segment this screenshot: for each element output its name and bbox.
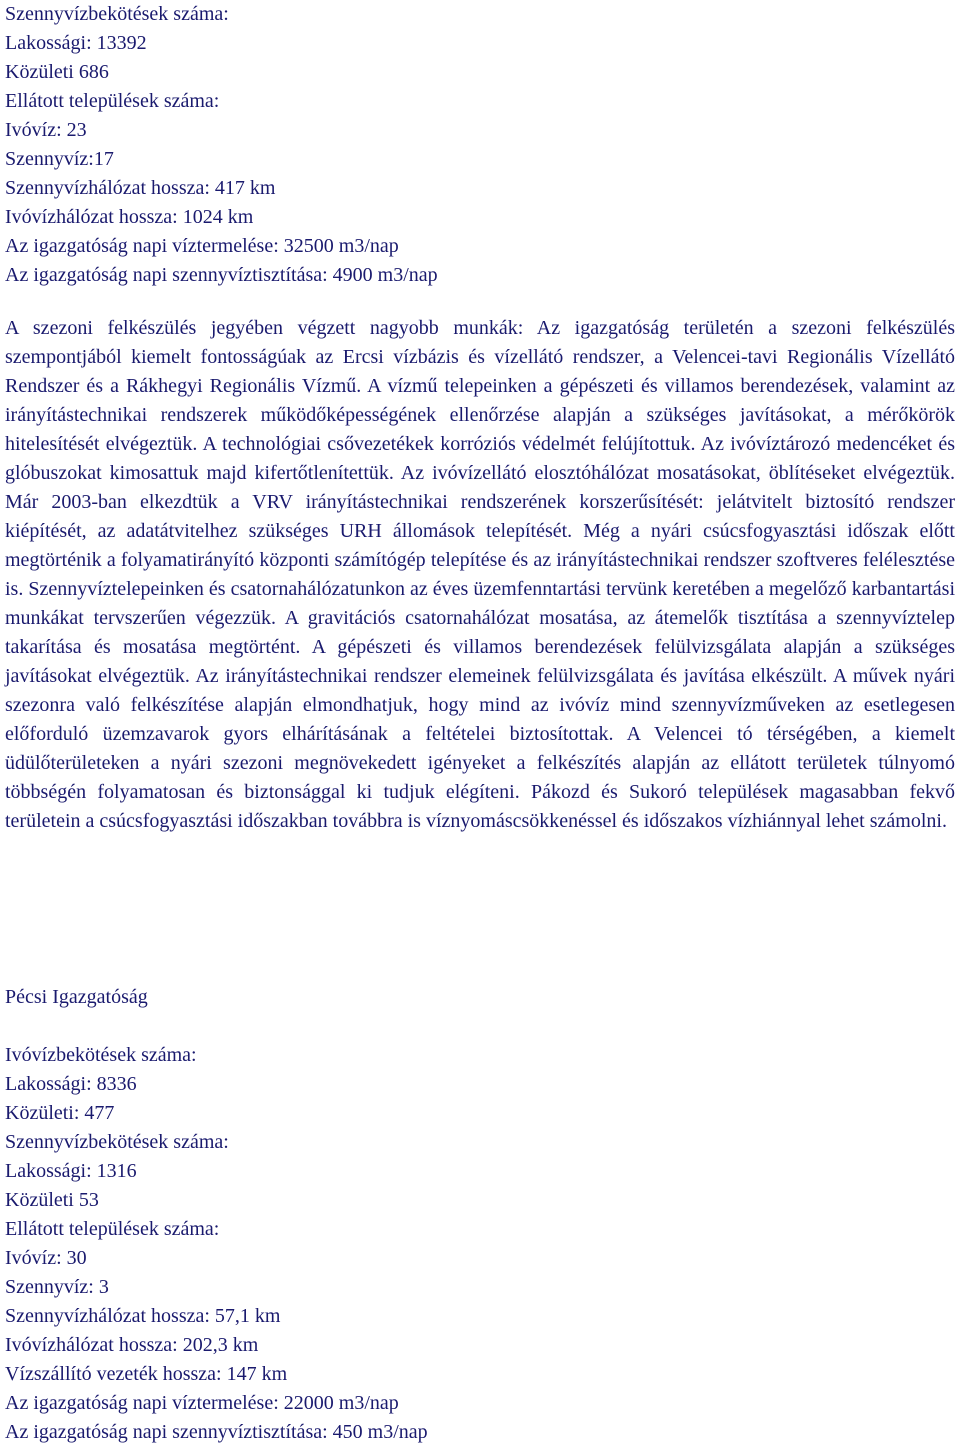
- stat-line: Az igazgatóság napi víztermelése: 22000 m3/nap: [5, 1392, 399, 1414]
- stat-line: Közületi 686: [5, 61, 109, 83]
- stat-line: Az igazgatóság napi szennyvíztisztítása: 4900 m3/nap: [5, 264, 438, 286]
- stat-line: Az igazgatóság napi szennyvíztisztítása: 450 m3/nap: [5, 1421, 428, 1443]
- stat-line: Szennyvízhálózat hossza: 417 km: [5, 177, 276, 199]
- stat-line: Szennyvíz: 3: [5, 1276, 109, 1298]
- stat-line: Szennyvízbekötések száma:: [5, 3, 229, 25]
- stat-line: Szennyvízbekötések száma:: [5, 1131, 229, 1153]
- stat-line: Szennyvíz:17: [5, 148, 114, 170]
- stat-line: Közületi 53: [5, 1189, 99, 1211]
- stat-line: Ellátott települések száma:: [5, 1218, 220, 1240]
- stat-line: Ellátott települések száma:: [5, 90, 220, 112]
- top-stats-list: [5, 0, 438, 290]
- stat-line: Lakossági: 8336: [5, 1073, 137, 1095]
- body-paragraph: A szezoni felkészülés jegyében végzett nagyobb munkák: Az igazgatóság területén a szezoni felkészülés szempontjából kiemelt fontosságúak az Ercsi vízbázis és vízellátó rendszer, a Velencei-tavi Regionális Vízellátó Rendszer és a Rákhegyi Regionális Vízmű. A vízmű telepeinken a gépészeti és villamos berendezések, valamint az irányítástechnikai rendszerek működőképességének ellenőrzése alapján a szükséges javításokat, a mérőkörök hitelesítését elvégeztük. A technológiai csővezetékek korróziós védelmét felújítottuk. Az ivóvíztározó medencéket és glóbuszokat kimosattuk majd kifertőtlenítettük. Az ivóvízellátó elosztóhálózat mosatásokat, öblítéseket elvégeztük. Már 2003-ban elkezdtük a VRV irányítástechnikai rendszerének korszerűsítését: jelátvitelt biztosító rendszer kiépítését, az adatátvitelhez szükséges URH állomások telepítését. Még a nyári csúcsfogyasztási időszak előtt megtörténik a folyamatirányító központi számítógép telepítése és az irányítástechnikai rendszer szoftveres felélesztése is. Szennyvíztelepeinken és csatornahálózatunkon az éves üzemfenntartási tervünk keretében a megelőző karbantartási munkákat tervszerűen végezzük. A gravitációs csatornahálózat mosatása, az átemelők tisztítása a szennyvíztelep takarítása és mosatása megtörtént. A gépészeti és villamos berendezések felülvizsgálata alapján a szükséges javításokat elvégeztük. Az irányítástechnikai rendszer elemeinek felülvizsgálata és javítása elkészült. A művek nyári szezonra való felkészítése alapján elmondhatjuk, hogy mind az ivóvíz mind szennyvízműveken az esetlegesen előforduló üzemzavarok gyors elhárításának a feltételei biztosítottak. A Velencei tó térségében, a kiemelt üdülőterületeken a nyári szezoni megnövekedett igényeket a felkészítés alapján az ellátott területek túlnyomó többségén folyamatosan és biztonsággal ki tudjuk elégíteni. Pákozd és Sukoró települések magasabban fekvő területein a csúcsfogyasztási időszakban továbbra is víznyomáscsökkenéssel és időszakos vízhiánnyal lehet számolni.: [5, 317, 955, 832]
- stat-line: Ivóvízbekötések száma:: [5, 1044, 197, 1066]
- stat-line: Lakossági: 13392: [5, 32, 147, 54]
- stat-line: Közületi: 477: [5, 1102, 115, 1124]
- section-title: Pécsi Igazgatóság: [5, 986, 148, 1008]
- stat-line: Lakossági: 1316: [5, 1160, 137, 1182]
- stat-line: Ivóvíz: 30: [5, 1247, 87, 1269]
- stat-line: Szennyvízhálózat hossza: 57,1 km: [5, 1305, 281, 1327]
- stat-line: Az igazgatóság napi víztermelése: 32500 m3/nap: [5, 235, 399, 257]
- stat-line: Vízszállító vezeték hossza: 147 km: [5, 1363, 288, 1385]
- stat-line: Ivóvízhálózat hossza: 202,3 km: [5, 1334, 259, 1356]
- bottom-stats-list: [5, 1041, 428, 1447]
- stat-line: Ivóvízhálózat hossza: 1024 km: [5, 206, 254, 228]
- stat-line: Ivóvíz: 23: [5, 119, 87, 141]
